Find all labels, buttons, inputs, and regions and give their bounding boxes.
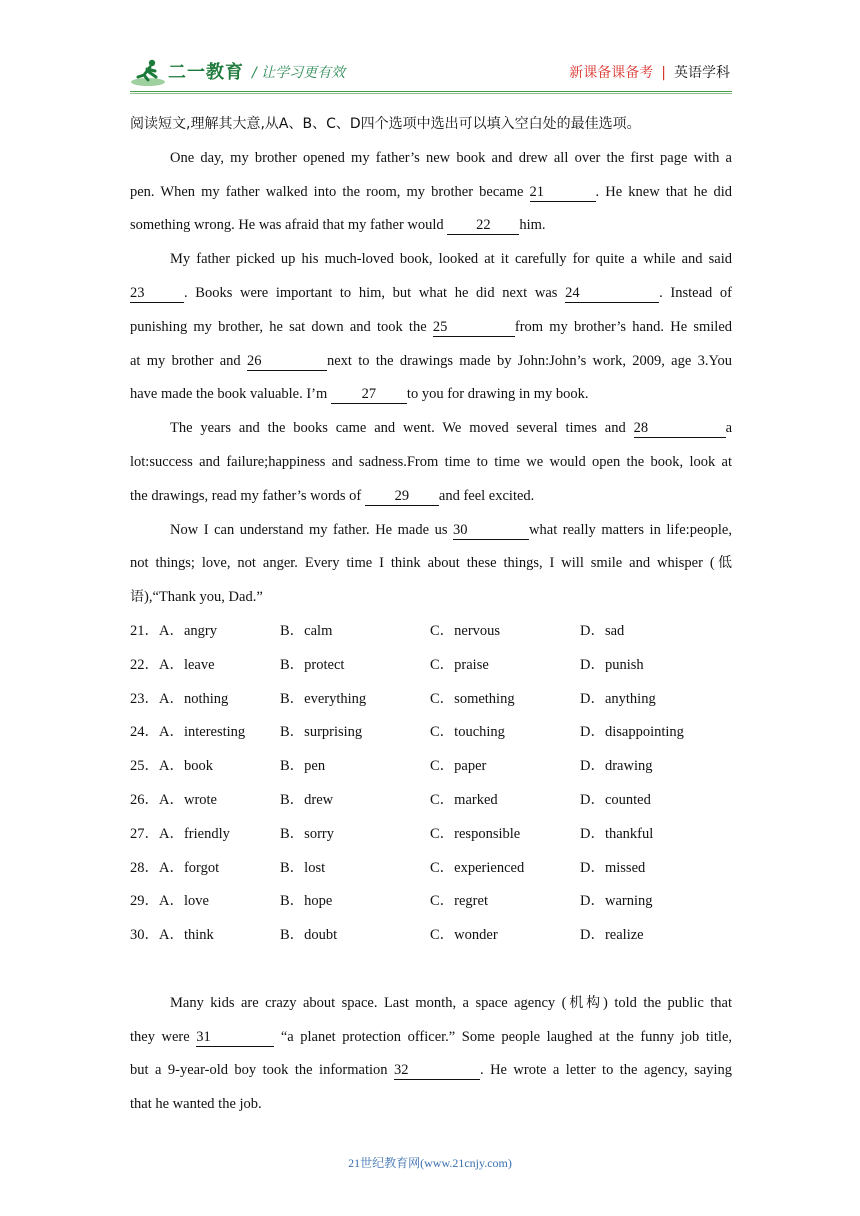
option-a	[130, 818, 230, 852]
page-header	[130, 54, 730, 94]
blank-23: 23	[130, 284, 184, 303]
option-a-text: A．love	[159, 893, 209, 910]
p5-line2	[130, 1021, 732, 1055]
text: have made the book valuable. I’m	[130, 386, 328, 403]
blank-22: 22	[447, 216, 519, 235]
blank-30: 30	[453, 521, 529, 540]
option-b: B．surprising	[280, 724, 363, 741]
question-row	[130, 885, 732, 919]
question-row	[130, 683, 732, 717]
option-b: B．calm	[280, 622, 333, 639]
question-row	[130, 716, 732, 750]
question-row	[130, 784, 732, 818]
option-a-text: A．angry	[159, 622, 217, 639]
text: Many kids are crazy about space. Last month, a space agency (	[170, 994, 567, 1011]
blank-24: 24	[565, 284, 659, 303]
option-a	[130, 716, 245, 750]
option-d: D．counted	[580, 791, 651, 808]
option-a-text: A．wrote	[159, 791, 217, 808]
question-number: 26．	[130, 791, 159, 808]
blank-25: 25	[433, 318, 515, 337]
text: 机构	[566, 994, 604, 1011]
text: 低	[714, 555, 733, 572]
option-a-text: A．forgot	[159, 859, 220, 876]
text: The years and the books came and went. We moved several times and	[170, 420, 626, 437]
question-number: 24．	[130, 724, 159, 741]
option-b: B．lost	[280, 859, 326, 876]
text: they were	[130, 1028, 190, 1045]
question-row	[130, 615, 732, 649]
header-separator: |	[661, 65, 666, 81]
option-c: C．responsible	[430, 825, 521, 842]
option-a-text: A．book	[159, 758, 213, 775]
blank-26: 26	[247, 352, 327, 371]
option-d: D．disappointing	[580, 724, 684, 741]
blank-28: 28	[634, 419, 726, 438]
question-row	[130, 750, 732, 784]
option-b: B．everything	[280, 690, 367, 707]
option-c: C．experienced	[430, 859, 525, 876]
p5-line4: that he wanted the job.	[130, 1096, 262, 1113]
question-number: 25．	[130, 758, 159, 775]
text: . He wrote a letter to the agency, saying	[479, 1062, 733, 1079]
text: ),“Thank you, Dad.”	[144, 589, 263, 606]
blank-31: 31	[196, 1028, 274, 1047]
p1-line1: One day, my brother opened my father’s new book and drew all over the first page with a	[170, 149, 732, 166]
blank-21: 21	[530, 183, 596, 202]
option-d: D．anything	[580, 690, 656, 707]
header-divider	[130, 91, 732, 92]
p4-line3	[130, 581, 732, 615]
option-a	[130, 784, 217, 818]
text: something wrong. He was afraid that my father would	[130, 217, 444, 234]
p5-line1	[130, 987, 732, 1021]
option-c: C．something	[430, 690, 515, 707]
text: a	[725, 420, 732, 437]
document-body	[130, 108, 732, 1122]
text: what really matters in life:people,	[529, 521, 732, 538]
header-right	[569, 62, 730, 82]
blank-29: 29	[365, 487, 439, 506]
header-label: 新课备课备考	[569, 65, 654, 81]
p3-line3	[130, 480, 732, 514]
option-b: B．drew	[280, 791, 334, 808]
option-b: B．hope	[280, 893, 333, 910]
p1-line2	[130, 176, 732, 210]
blank-27: 27	[331, 385, 407, 404]
option-c: C．nervous	[430, 622, 501, 639]
option-d: D．punish	[580, 656, 644, 673]
p3-line1	[130, 412, 732, 446]
p4-line2	[130, 547, 732, 581]
spacer	[130, 953, 732, 987]
text: “a planet protection officer.” Some people laughed at the funny job title,	[280, 1028, 733, 1045]
option-a-text: A．friendly	[159, 825, 230, 842]
option-c: C．marked	[430, 791, 498, 808]
option-c: C．wonder	[430, 927, 498, 944]
option-c: C．praise	[430, 656, 489, 673]
question-list	[130, 615, 732, 953]
question-number: 29．	[130, 893, 159, 910]
text: 语	[130, 589, 144, 606]
option-b: B．pen	[280, 758, 326, 775]
text: from my brother’s hand. He smiled	[514, 318, 733, 335]
text: pen. When my father walked into the room, my brother became	[130, 183, 524, 200]
option-b: B．doubt	[280, 927, 338, 944]
option-d: D．realize	[580, 927, 644, 944]
question-number: 30．	[130, 927, 159, 944]
question-number: 27．	[130, 825, 159, 842]
question-number: 28．	[130, 859, 159, 876]
option-a	[130, 852, 219, 886]
text: not things; love, not anger. Every time I think about these things, I will smile and whisper (	[130, 555, 715, 572]
question-number: 21．	[130, 622, 159, 639]
option-d: D．sad	[580, 622, 625, 639]
option-a	[130, 615, 217, 649]
option-a-text: A．think	[159, 927, 214, 944]
p2-line2	[130, 277, 732, 311]
blank-32: 32	[394, 1061, 480, 1080]
question-number: 23．	[130, 690, 159, 707]
option-d: D．warning	[580, 893, 653, 910]
option-d: D．missed	[580, 859, 646, 876]
option-a-text: A．nothing	[159, 690, 229, 707]
slogan: / 让学习更有效	[252, 65, 346, 81]
text: the drawings, read my father’s words of	[130, 487, 362, 504]
text: at my brother and	[130, 352, 241, 369]
option-a-text: A．leave	[159, 656, 215, 673]
text: to you for drawing in my book.	[406, 386, 589, 403]
header-divider-thin	[130, 93, 732, 94]
text: punishing my brother, he sat down and took the	[130, 318, 427, 335]
text: next to the drawings made by John:John’s work, 2009, age 3.You	[326, 352, 732, 369]
option-c: C．touching	[430, 724, 505, 741]
p1-line3	[130, 209, 732, 243]
text: him.	[519, 217, 546, 234]
p2-line3	[130, 311, 732, 345]
option-b: B．protect	[280, 656, 345, 673]
text: Now I can understand my father. He made us	[170, 521, 448, 538]
question-row	[130, 852, 732, 886]
p2-line1: My father picked up his much-loved book, looked at it carefully for quite a while and said	[170, 251, 732, 268]
text: . He knew that he did	[595, 183, 733, 200]
text: . Instead of	[659, 284, 733, 301]
question-number: 22．	[130, 656, 159, 673]
p2-line5	[130, 378, 732, 412]
text: ) told the public that	[603, 994, 733, 1011]
option-a-text: A．interesting	[159, 724, 246, 741]
question-row	[130, 818, 732, 852]
option-c: C．paper	[430, 758, 487, 775]
option-a	[130, 919, 214, 953]
option-a	[130, 750, 213, 784]
question-row	[130, 649, 732, 683]
subject-label: 英语学科	[674, 65, 730, 81]
p5-line3	[130, 1054, 732, 1088]
text: but a 9-year-old boy took the information	[130, 1062, 388, 1079]
option-d: D．drawing	[580, 758, 653, 775]
p4-line1	[130, 514, 732, 548]
p2-line4	[130, 345, 732, 379]
option-a	[130, 649, 215, 683]
option-c: C．regret	[430, 893, 488, 910]
logo-text: 二一教育	[168, 62, 244, 83]
text: . Books were important to him, but what he did next was	[184, 284, 558, 301]
instruction: 阅读短文,理解其大意,从A、B、C、D四个选项中选出可以填入空白处的最佳选项。	[130, 116, 641, 132]
option-b: B．sorry	[280, 825, 334, 842]
p3-line2: lot:success and failure;happiness and sadness.From time to time we would open the book, look at	[130, 453, 732, 470]
question-row	[130, 919, 732, 953]
option-a	[130, 885, 209, 919]
option-d: D．thankful	[580, 825, 654, 842]
footer: 21世纪教育网(www.21cnjy.com)	[348, 1156, 512, 1170]
option-a	[130, 683, 228, 717]
text: and feel excited.	[438, 487, 535, 504]
